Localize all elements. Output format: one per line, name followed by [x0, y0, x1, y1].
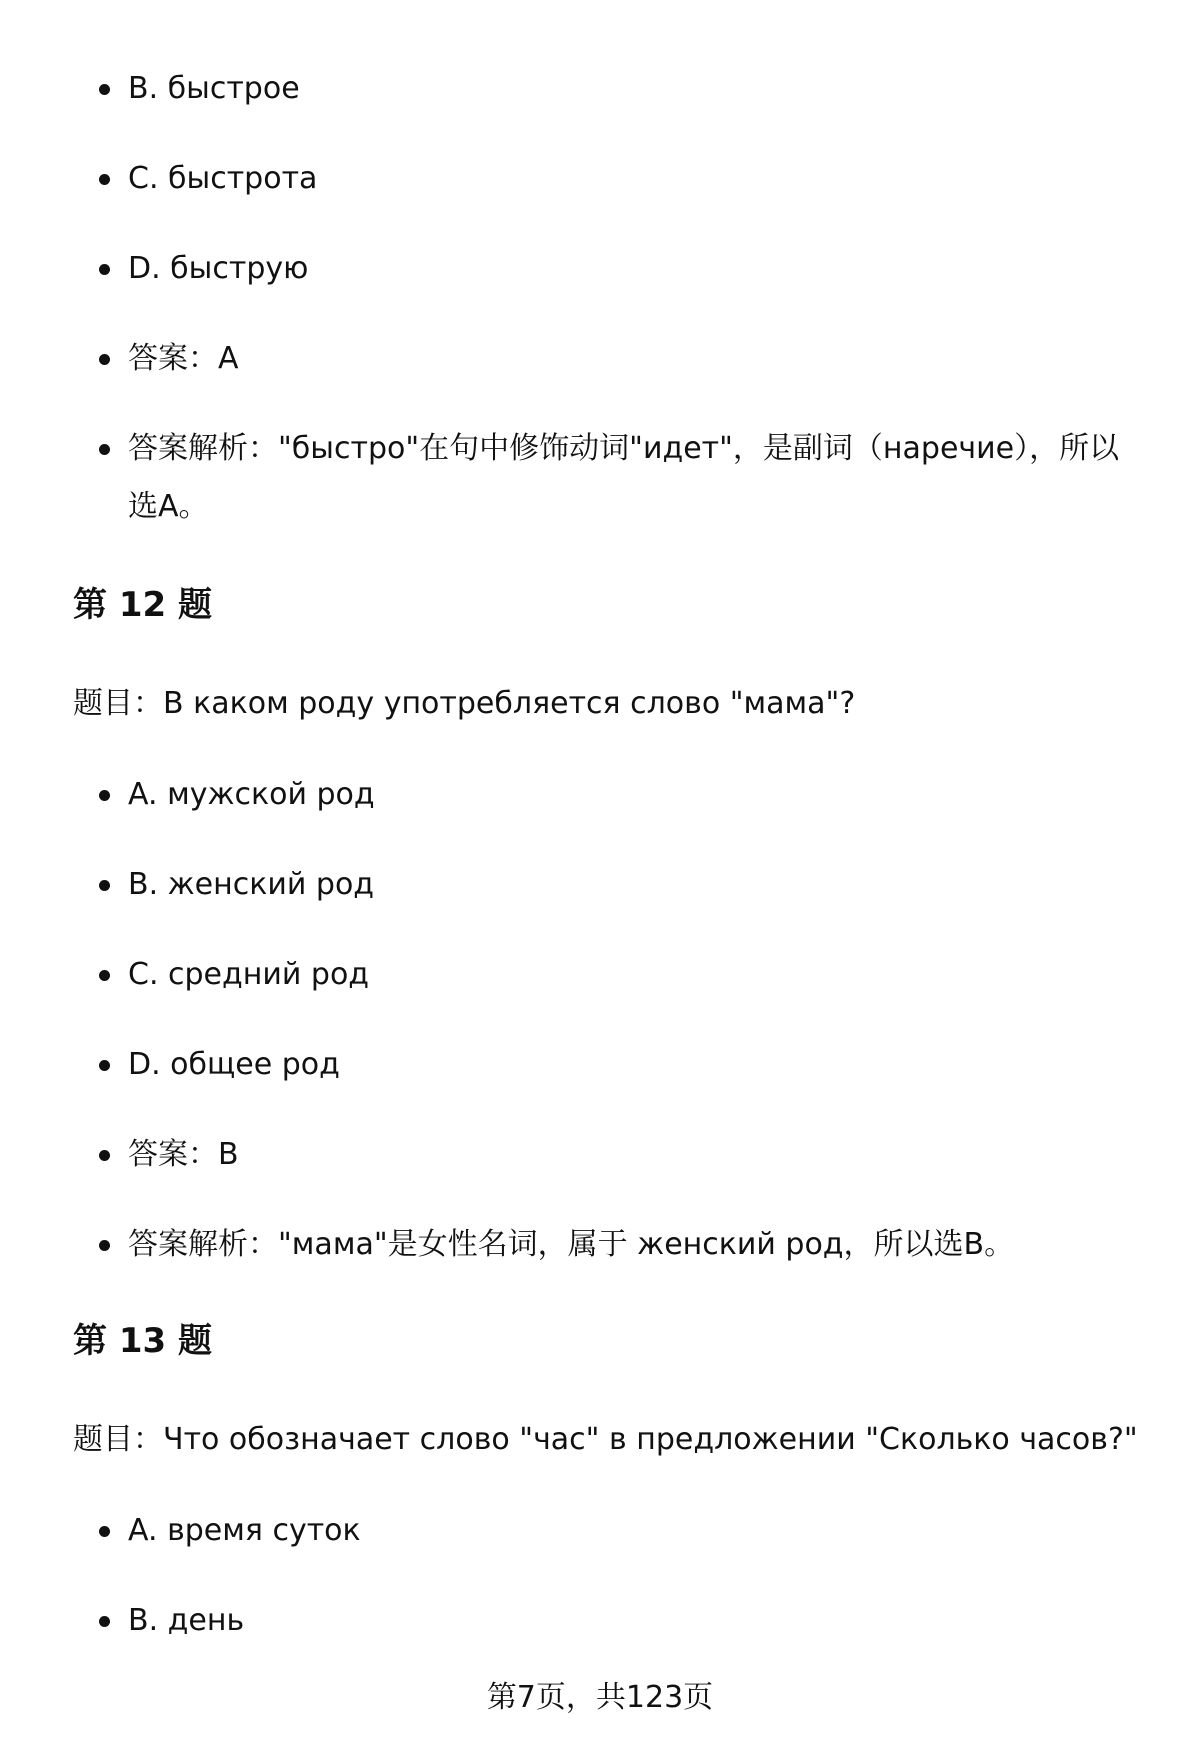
q12-option-c: C. средний род — [0, 946, 1200, 1004]
q11-option-b: B. быстрое — [0, 60, 1200, 118]
q12-explanation: 答案解析："мама"是女性名词，属于 женский род，所以选B。 — [0, 1216, 1200, 1274]
q12-heading: 第 12 题 — [73, 585, 212, 625]
q11-explanation: 答案解析："быстро"在句中修饰动词"идет"，是副词（наречие），所以选A。 — [0, 420, 1200, 536]
q11-option-d: D. быструю — [0, 240, 1200, 298]
q12-option-a: A. мужской род — [0, 766, 1200, 824]
q13-option-list — [0, 1502, 1200, 1650]
q12-option-d: D. общее род — [0, 1036, 1200, 1094]
q11-options-block — [0, 60, 1200, 536]
q11-option-list — [0, 60, 1200, 536]
q12-question: 题目：В каком роду употребляется слово "мама"? — [73, 686, 856, 721]
page-number-footer: 第7页，共123页 — [486, 1680, 714, 1715]
q13-option-a: A. время суток — [0, 1502, 1200, 1560]
q13-question: 题目：Что обозначает слово "час" в предложении "Сколько часов?" — [73, 1422, 1138, 1457]
q11-answer: 答案：A — [0, 330, 1200, 388]
q12-option-b: B. женский род — [0, 856, 1200, 914]
q11-option-c: C. быстрота — [0, 150, 1200, 208]
q12-option-list — [0, 766, 1200, 1274]
q12-options-block — [0, 766, 1200, 1274]
q12-answer: 答案：B — [0, 1126, 1200, 1184]
q13-options-block — [0, 1502, 1200, 1650]
q13-option-b: B. день — [0, 1592, 1200, 1650]
q13-heading: 第 13 题 — [73, 1321, 212, 1361]
